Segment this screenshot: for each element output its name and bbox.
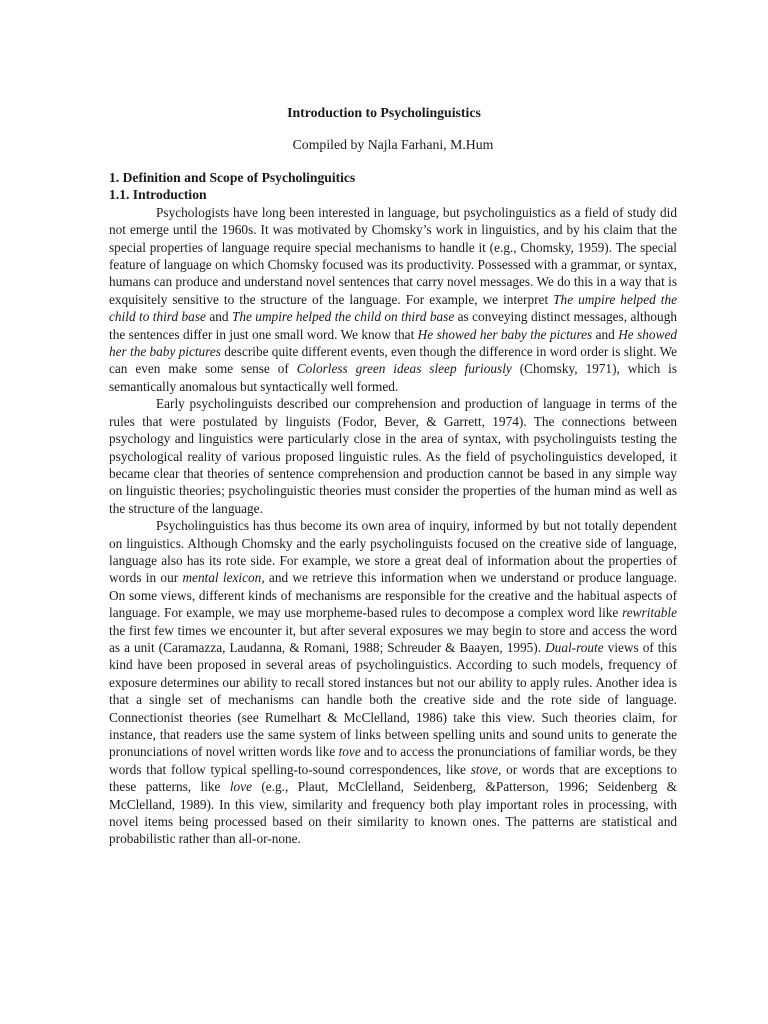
- italic-text: The umpire helped the child on third base: [231, 309, 455, 325]
- paragraph: [109, 395, 677, 517]
- section-heading: 1. Definition and Scope of Psycholinguitics: [109, 170, 356, 185]
- paragraph: [109, 517, 677, 848]
- text-run: (Chomsky, 1971), which is semantically anomalous but syntactically well formed.: [109, 361, 677, 394]
- text-run: Psycholinguistics has thus become its own area of inquiry, informed by but not totally dependent on linguistics. Although Chomsky and the early psycholinguists focused on the creative side of language, language also has its rote side. For example, we store a great deal of information about the properties of words in our: [109, 518, 677, 586]
- italic-text: Dual-route: [545, 639, 604, 655]
- text-run: (e.g., Plaut, McClelland, Seidenberg, &Patterson, 1996; Seidenberg & McClelland, 1989). In this view, similarity and frequency both play important roles in processing, with novel items being processed based on their similarity to known ones. The patterns are statistical and probabilistic rather than all-or-none.: [109, 779, 677, 847]
- text-run: or words that are exceptions to these patterns, like: [109, 761, 677, 795]
- text-run: as conveying distinct messages, although the sentences differ in just one small word. We know that: [109, 309, 677, 342]
- document-body: [109, 169, 677, 848]
- text-run: Early psycholinguists described our comprehension and production of language in terms of the rules that were postulated by linguists (Fodor, Bever, & Garrett, 1974). The connections between psychology and linguistics were particularly close in the area of syntax, with psycholinguists testing the psychological reality of various proposed linguistic rules. As the field of psycholinguistics developed, it became clear that theories of sentence comprehension and production cannot be based in any simple way on linguistic theories; psycholinguistic theories must consider the properties of the human mind as well as the structure of the language.: [109, 396, 677, 516]
- text-run: the first few times we encounter it, but after several exposures we may begin to store and access the word as a unit (Caramazza, Laudanna, & Romani, 1988; Schreuder & Baayen, 1995).: [109, 622, 677, 655]
- italic-text: Colorless green ideas sleep furiously: [296, 361, 512, 377]
- italic-text: He showed her baby the pictures: [417, 326, 593, 342]
- text-run: and: [205, 309, 232, 325]
- paragraph: [109, 204, 677, 395]
- text-run: describe quite different events, even though the difference in word order is slight. We can even make some sense of: [109, 344, 677, 377]
- text-run: Psychologists have long been interested in language, but psycholinguistics as a field of study did not emerge until the 1960s. It was motivated by Chomsky’s work in linguistics, and by his claim that the special properties of language require special mechanisms to handle it (e.g., Chomsky, 1959). The special feature of language on which Chomsky focused was its productivity. Possessed with a grammar, or syntax, humans can produce and understand novel sentences that carry novel messages. We do this in a way that is exquisitely sensitive to the structure of the language. For example, we interpret: [109, 204, 677, 307]
- italic-text: love: [229, 779, 252, 795]
- italic-text: He showed her the baby pictures: [109, 326, 677, 360]
- italic-text: mental lexicon: [182, 570, 262, 586]
- text-run: and: [592, 326, 619, 342]
- text-run: views of this kind have been proposed in several areas of psycholinguistics. According to such models, frequency of exposure determines our ability to recall stored instances but not our ability to apply rules. Another idea is that a single set of mechanisms can handle both the creative side and the rote side of language. Connectionist theories (see Rumelhart & McClelland, 1986) take this view. Such theories claim, for instance, that readers use the same system of links between spelling units and sound units to generate the pronunciations of novel written words like: [109, 639, 677, 760]
- text-run: and to access the pronunciations of familiar words, be they words that follow typical spelling-to-sound correspondences, like: [109, 744, 678, 777]
- italic-text: tove: [338, 744, 361, 760]
- italic-text: rewritable: [622, 605, 677, 621]
- text-run: , and we retrieve this information when we understand or produce language. On some views, different kinds of mechanisms are responsible for the creative and the habitual aspects of language. For example, we may use morpheme-based rules to decompose a complex word like: [109, 570, 677, 621]
- italic-text: stove,: [470, 761, 502, 777]
- italic-text: The umpire helped the child to third base: [109, 291, 678, 325]
- subsection-heading: 1.1. Introduction: [109, 187, 207, 203]
- document-title: Introduction to Psycholinguistics: [287, 105, 481, 120]
- author-line: Compiled by Najla Farhani, M.Hum: [292, 137, 494, 152]
